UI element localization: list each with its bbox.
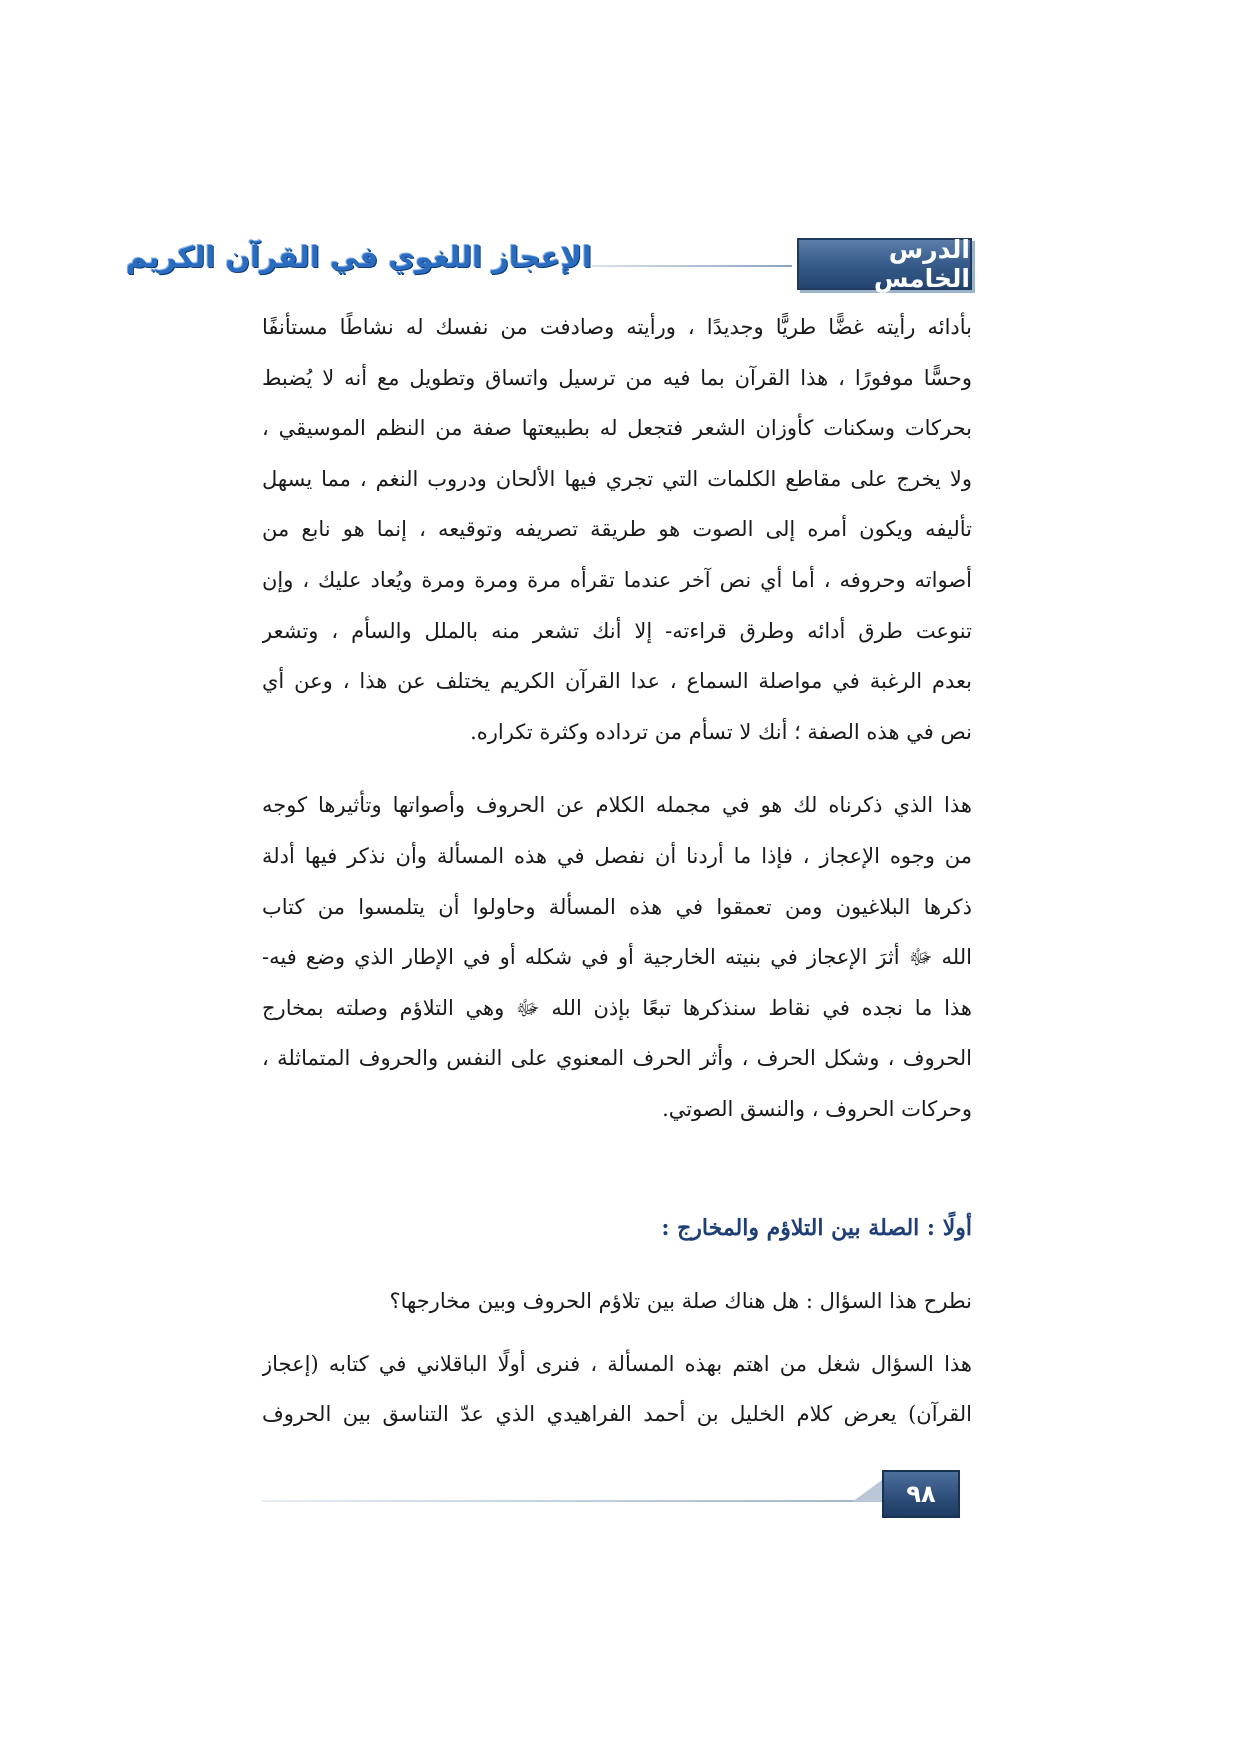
header-divider — [592, 265, 792, 267]
question-line: نطرح هذا السؤال : هل هناك صلة بين تلاؤم الحروف وبين مخارجها؟ — [389, 1289, 972, 1313]
text-line: نص في هذه الصفة ؛ أنك لا تسأم من ترداده وكثرة تكراره. — [470, 719, 972, 744]
text-line: بعدم الرغبة في مواصلة السماع ، عدا القرآن الكريم يختلف عن هذا ، وعن أي — [262, 669, 972, 694]
text-line: ذكرها البلاغيون ومن تعمقوا في هذه المسألة وحاولوا أن يتلمسوا من كتاب — [262, 894, 972, 919]
text-line: الحروف ، وشكل الحرف ، وأثر الحرف المعنوي على النفس والحروف المتماثلة ، — [262, 1046, 972, 1071]
footer-divider — [262, 1500, 882, 1502]
section-text — [262, 1276, 972, 1440]
text-line: الله ﷻ أثرَ الإعجاز في بنيته الخارجية أو في شكله أو في الإطار الذي وضع فيه- — [262, 945, 972, 970]
paragraph-1 — [262, 302, 972, 757]
page-header — [125, 235, 972, 294]
lesson-label: الدرس الخامس — [873, 235, 970, 293]
lesson-label-box — [797, 235, 972, 293]
text-line: وحركات الحروف ، والنسق الصوتي. — [662, 1096, 972, 1121]
section-heading: أولًا : الصلة بين التلاؤم والمخارج : — [661, 1215, 972, 1241]
text-line: بأدائه رأيته غضًّا طريًّا وجديدًا ، ورأيته وصادفت من نفسك له نشاطًا مستأنفًا — [262, 315, 972, 339]
text-line: هذا الذي ذكرناه لك هو في مجمله الكلام عن الحروف وأصواتها وتأثيرها كوجه — [262, 793, 972, 818]
text-line: بحركات وسكنات كأوزان الشعر فتجعل له بطبيعتها صفة من النظم الموسيقي ، — [262, 416, 972, 441]
footer-accent — [852, 1480, 882, 1502]
paragraph-2 — [262, 780, 972, 1134]
text-line: هذا ما نجده في نقاط سنذكرها تبعًا بإذن الله ﷻ وهي التلاؤم وصلته بمخارج — [262, 995, 972, 1020]
main-text — [262, 302, 972, 1135]
text-line: من وجوه الإعجاز ، فإذا ما أردنا أن نفصل في هذه المسألة وأن نذكر فيها أدلة — [262, 843, 972, 868]
text-line: هذا السؤال شغل من اهتم بهذه المسألة ، فنرى أولًا الباقلاني في كتابه (إعجاز — [262, 1351, 972, 1376]
text-line: أصواته وحروفه ، أما أي نص آخر عندما تقرأه مرة ومرة ومرة ويُعاد عليك ، وإن — [262, 567, 972, 592]
text-line: ولا يخرج على مقاطع الكلمات التي تجري فيها الألحان ودروب النغم ، مما يسهل — [262, 466, 972, 491]
text-line: القرآن) يعرض كلام الخليل بن أحمد الفراهيدي الذي عدّ التناسق بين الحروف — [262, 1402, 972, 1427]
page-number-box — [882, 1470, 960, 1518]
text-line: وحسًّا موفورًا ، هذا القرآن بما فيه من ترسيل واتساق وتطويل مع أنه لا يُضبط — [262, 365, 972, 390]
text-line: تأليفه ويكون أمره إلى الصوت هو طريقة تصريفه وتوقيعه ، إنما هو نابع من — [262, 517, 972, 542]
book-title: الإعجاز اللغوي في القرآن الكريم — [125, 240, 592, 274]
text-line: تنوعت طرق أدائه وطرق قراءته- إلا أنك تشعر منه بالملل والسأم ، وتشعر — [262, 618, 972, 643]
page-number: ٩٨ — [906, 1480, 936, 1508]
